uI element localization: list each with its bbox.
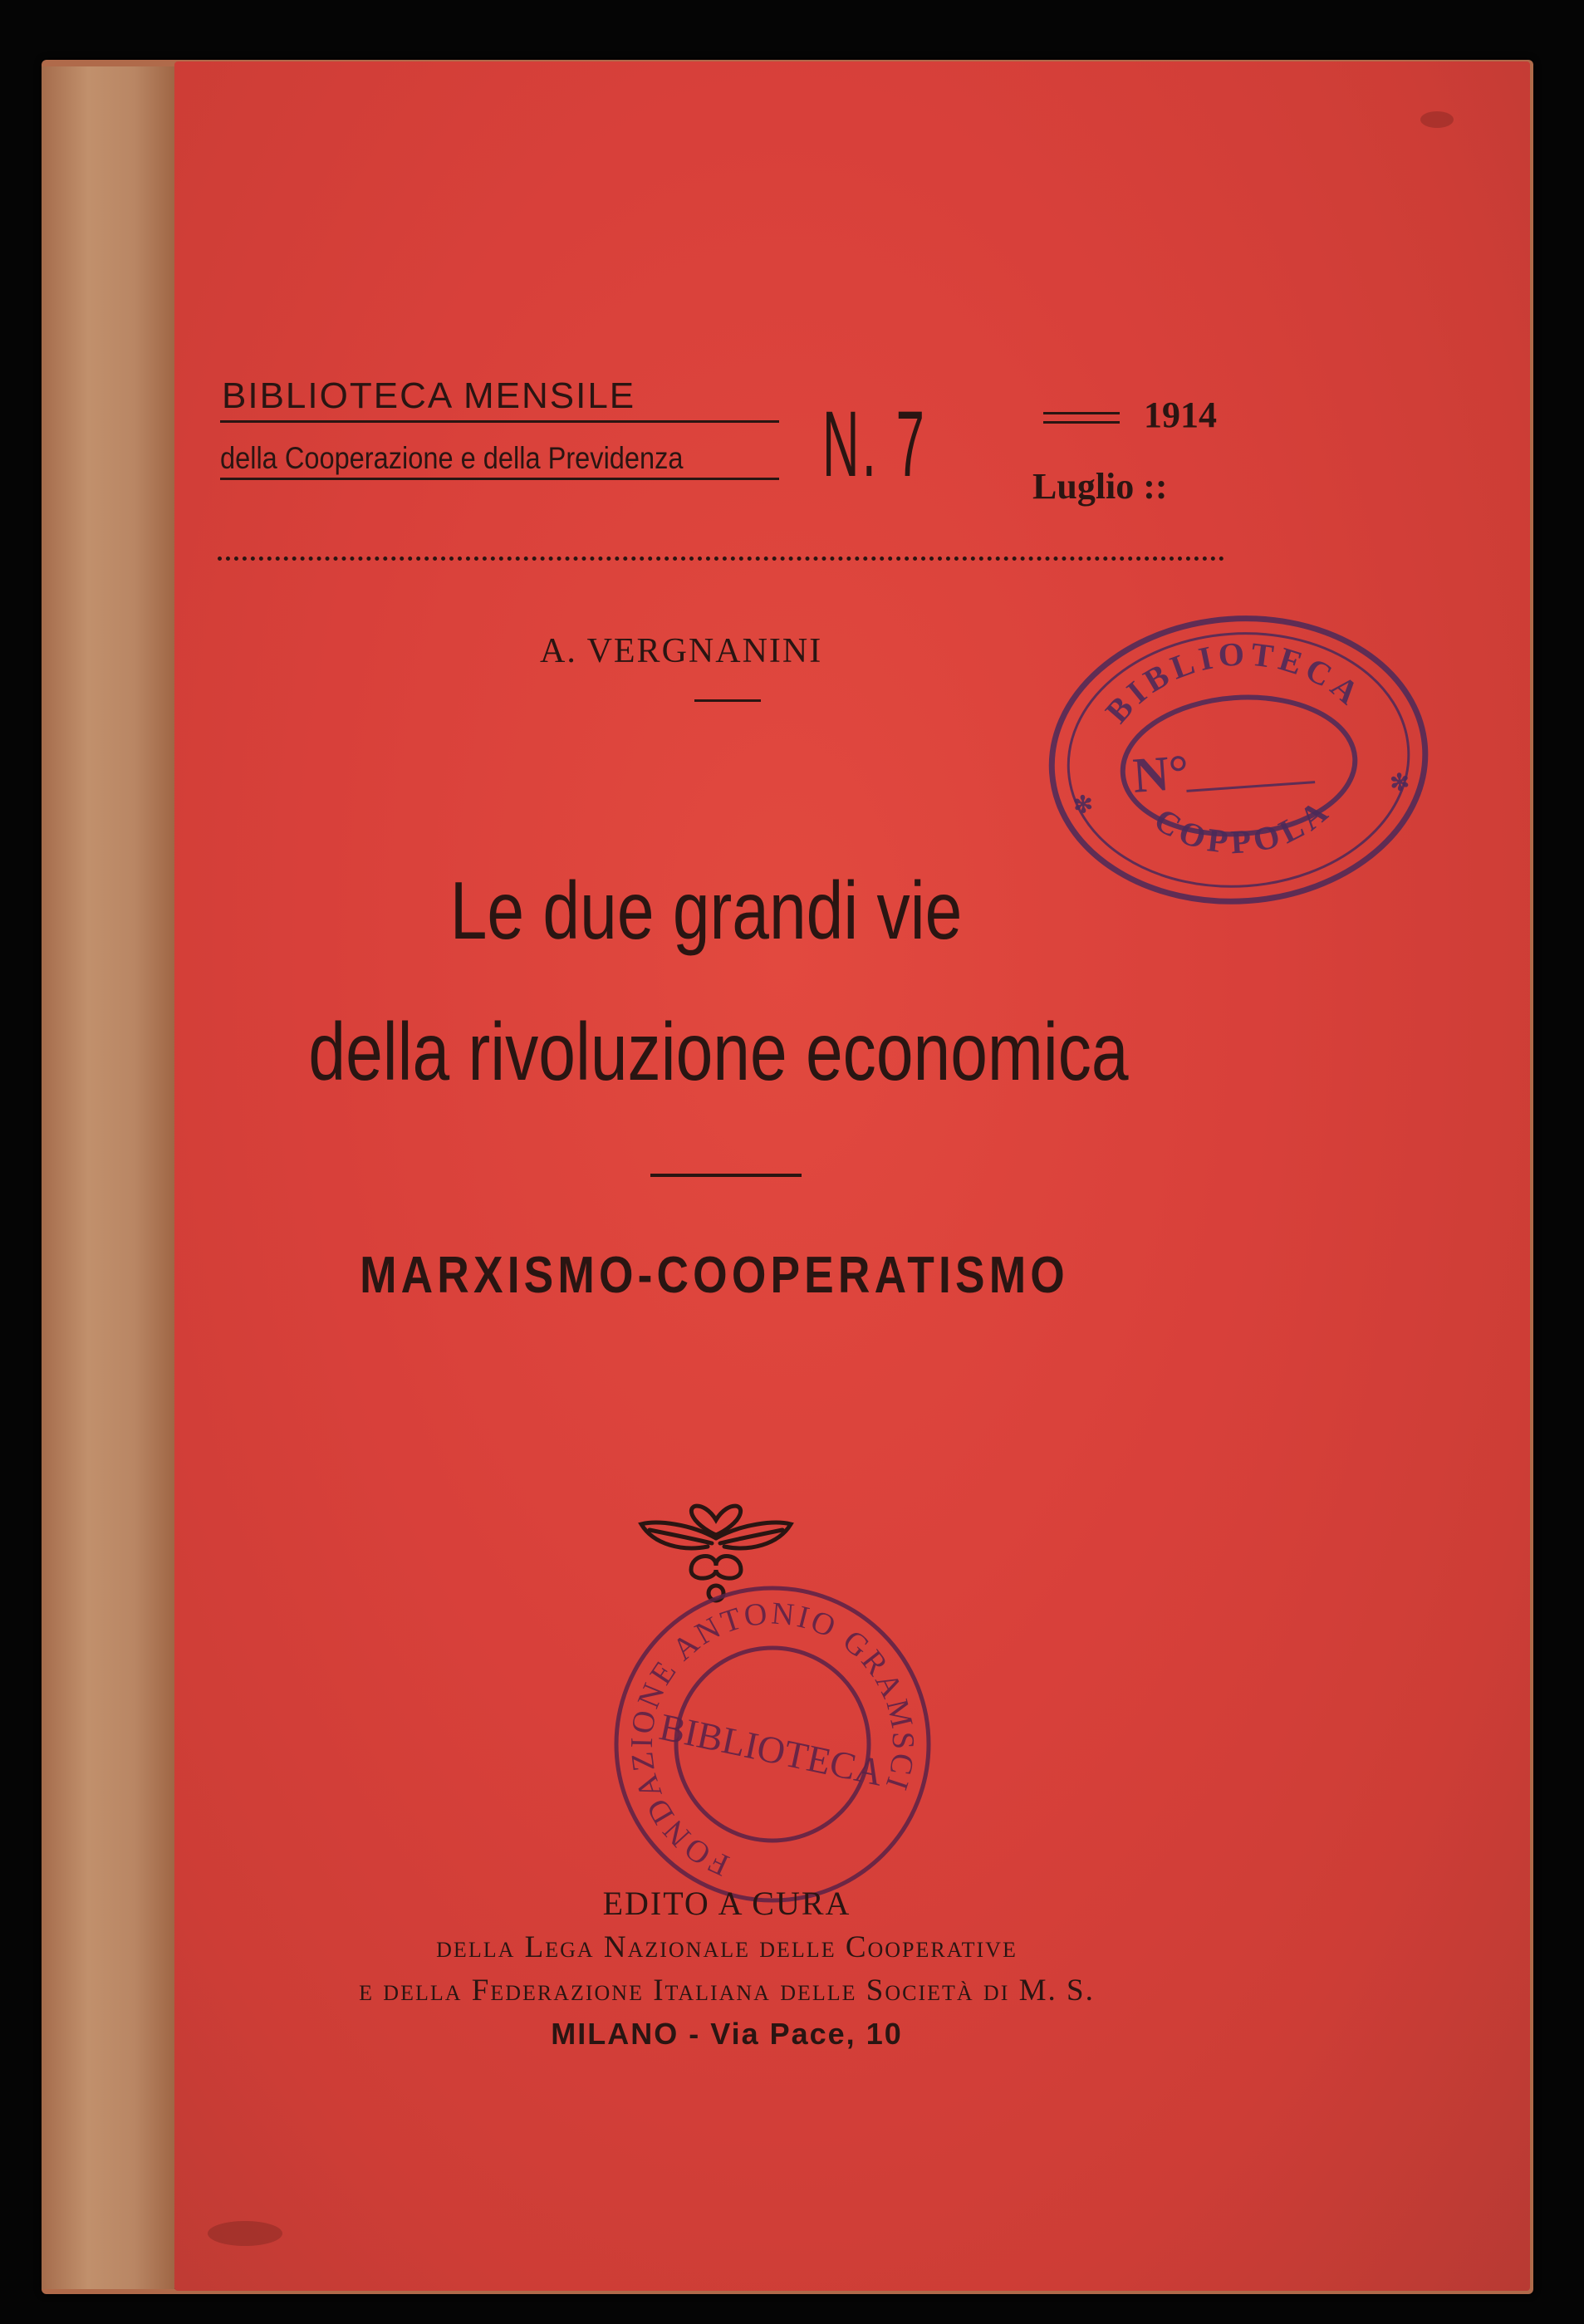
stamp-number-label: N°	[1130, 744, 1191, 803]
publisher-line-2: della Lega Nazionale delle Cooperative	[436, 1930, 1018, 1964]
wear-mark	[208, 2221, 282, 2246]
title-rule	[650, 1174, 802, 1177]
issue-number: N. 7	[822, 392, 928, 496]
stamp-ring-bottom-text: COPPOLA	[1148, 790, 1339, 861]
publisher-address: MILANO - Via Pace, 10	[551, 2017, 903, 2051]
title-line-2: della rivoluzione economica	[308, 1006, 1129, 1097]
stamp-star-left-icon: ✻	[1072, 792, 1094, 819]
series-title: BIBLIOTECA MENSILE	[222, 375, 636, 416]
series-title-rule	[220, 420, 779, 423]
issue-year: 1914	[1144, 395, 1217, 435]
series-subtitle: della Cooperazione e della Previdenza	[220, 441, 684, 475]
library-stamp-coppola	[1027, 568, 1449, 928]
series-header	[220, 375, 779, 480]
stamp-ring-top-text: BIBLIOTECA	[1097, 635, 1371, 730]
svg-text:COPPOLA	[1145, 788, 1341, 866]
title-line-1: Le due grandi vie	[449, 865, 963, 956]
author-name: A. VERGNANINI	[540, 632, 823, 670]
book-subtitle: MARXISMO-COOPERATISMO	[360, 1247, 1069, 1304]
stamp-center-text: BIBLIOTECA	[655, 1704, 887, 1794]
series-subtitle-rule	[220, 478, 779, 480]
foundation-stamp-gramsci	[606, 1578, 939, 1910]
year-rules	[1043, 412, 1120, 430]
stamp-ring-text: FONDAZIONE ANTONIO GRAMSCI	[624, 1596, 921, 1883]
dotted-divider	[218, 556, 1224, 561]
author-dash	[694, 699, 761, 702]
publisher-line-1: EDITO A CURA	[602, 1885, 851, 1922]
stamp-star-right-icon: ✻	[1389, 769, 1410, 797]
wear-mark	[1420, 111, 1454, 128]
issue-month: Luglio ::	[1032, 466, 1168, 507]
publisher-line-3: e della Federazione Italiana delle Società di M. S.	[359, 1973, 1095, 2008]
book-spine	[42, 66, 177, 2289]
